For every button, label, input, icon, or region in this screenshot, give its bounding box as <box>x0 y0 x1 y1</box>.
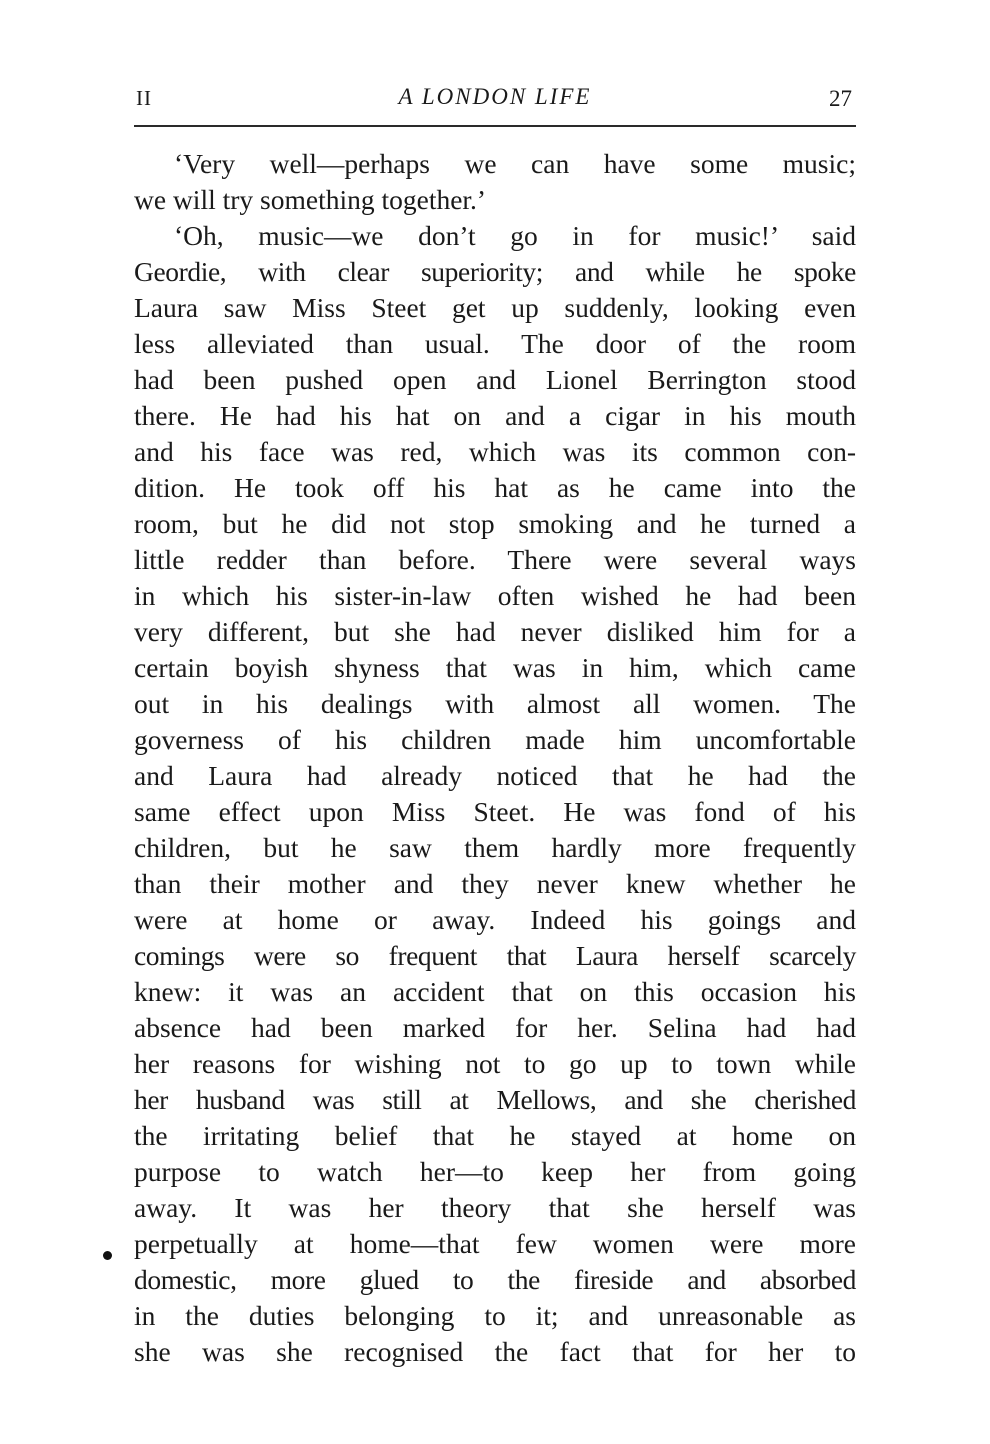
body-text <box>134 146 856 1370</box>
text-line: room, but he did not stop smoking and he turned a <box>134 508 856 539</box>
text-line: Geordie, with clear superiority; and while he spoke <box>134 256 856 287</box>
text-line: than their mother and they never knew whether he <box>134 868 856 899</box>
text-line: very different, but she had never disliked him for a <box>134 616 856 647</box>
text-line: domestic, more glued to the fireside and absorbed <box>134 1264 856 1295</box>
text-line: in which his sister-in-law often wished he had been <box>134 580 856 611</box>
text-line: knew: it was an accident that on this occasion his <box>134 976 856 1007</box>
page-number: 27 <box>829 86 852 111</box>
text-line: were at home or away. Indeed his goings and <box>134 904 856 935</box>
text-line: little redder than before. There were several ways <box>134 544 856 575</box>
text-line: her reasons for wishing not to go up to town while <box>134 1048 856 1079</box>
text-line: certain boyish shyness that was in him, which came <box>134 652 856 683</box>
text-line: governess of his children made him uncomfortable <box>134 724 856 755</box>
text-line: in the duties belonging to it; and unreasonable as <box>134 1300 856 1331</box>
text-line: children, but he saw them hardly more frequently <box>134 832 856 863</box>
text-line: and Laura had already noticed that he had the <box>134 760 856 791</box>
text-line: she was she recognised the fact that for her to <box>134 1336 856 1367</box>
text-line: away. It was her theory that she herself was <box>134 1192 856 1223</box>
text-line: Laura saw Miss Steet get up suddenly, looking even <box>134 292 856 323</box>
text-line: less alleviated than usual. The door of the room <box>134 328 856 359</box>
ink-speck <box>103 1251 112 1260</box>
text-line: her husband was still at Mellows, and she cherished <box>134 1084 856 1115</box>
text-line: dition. He took off his hat as he came into the <box>134 472 856 503</box>
text-line: and his face was red, which was its common con- <box>134 436 856 467</box>
text-line: purpose to watch her—to keep her from going <box>134 1156 856 1187</box>
text-line: the irritating belief that he stayed at home on <box>134 1120 856 1151</box>
text-line: absence had been marked for her. Selina had had <box>134 1012 856 1043</box>
text-line: perpetually at home—that few women were more <box>134 1228 856 1259</box>
text-line: out in his dealings with almost all women. The <box>134 688 856 719</box>
book-title: A LONDON LIFE <box>398 84 592 109</box>
text-line: we will try something together.’ <box>134 184 487 215</box>
running-head <box>134 82 856 116</box>
text-line: ‘Very well—perhaps we can have some music; <box>174 148 856 179</box>
text-line: same effect upon Miss Steet. He was fond of his <box>134 796 856 827</box>
text-line: ‘Oh, music—we don’t go in for music!’ said <box>174 220 856 251</box>
chapter-number: II <box>136 86 152 110</box>
text-line: had been pushed open and Lionel Berrington stood <box>134 364 856 395</box>
text-line: there. He had his hat on and a cigar in his mouth <box>134 400 856 431</box>
header-rule <box>134 125 856 127</box>
text-line: comings were so frequent that Laura herself scarcely <box>134 940 856 971</box>
